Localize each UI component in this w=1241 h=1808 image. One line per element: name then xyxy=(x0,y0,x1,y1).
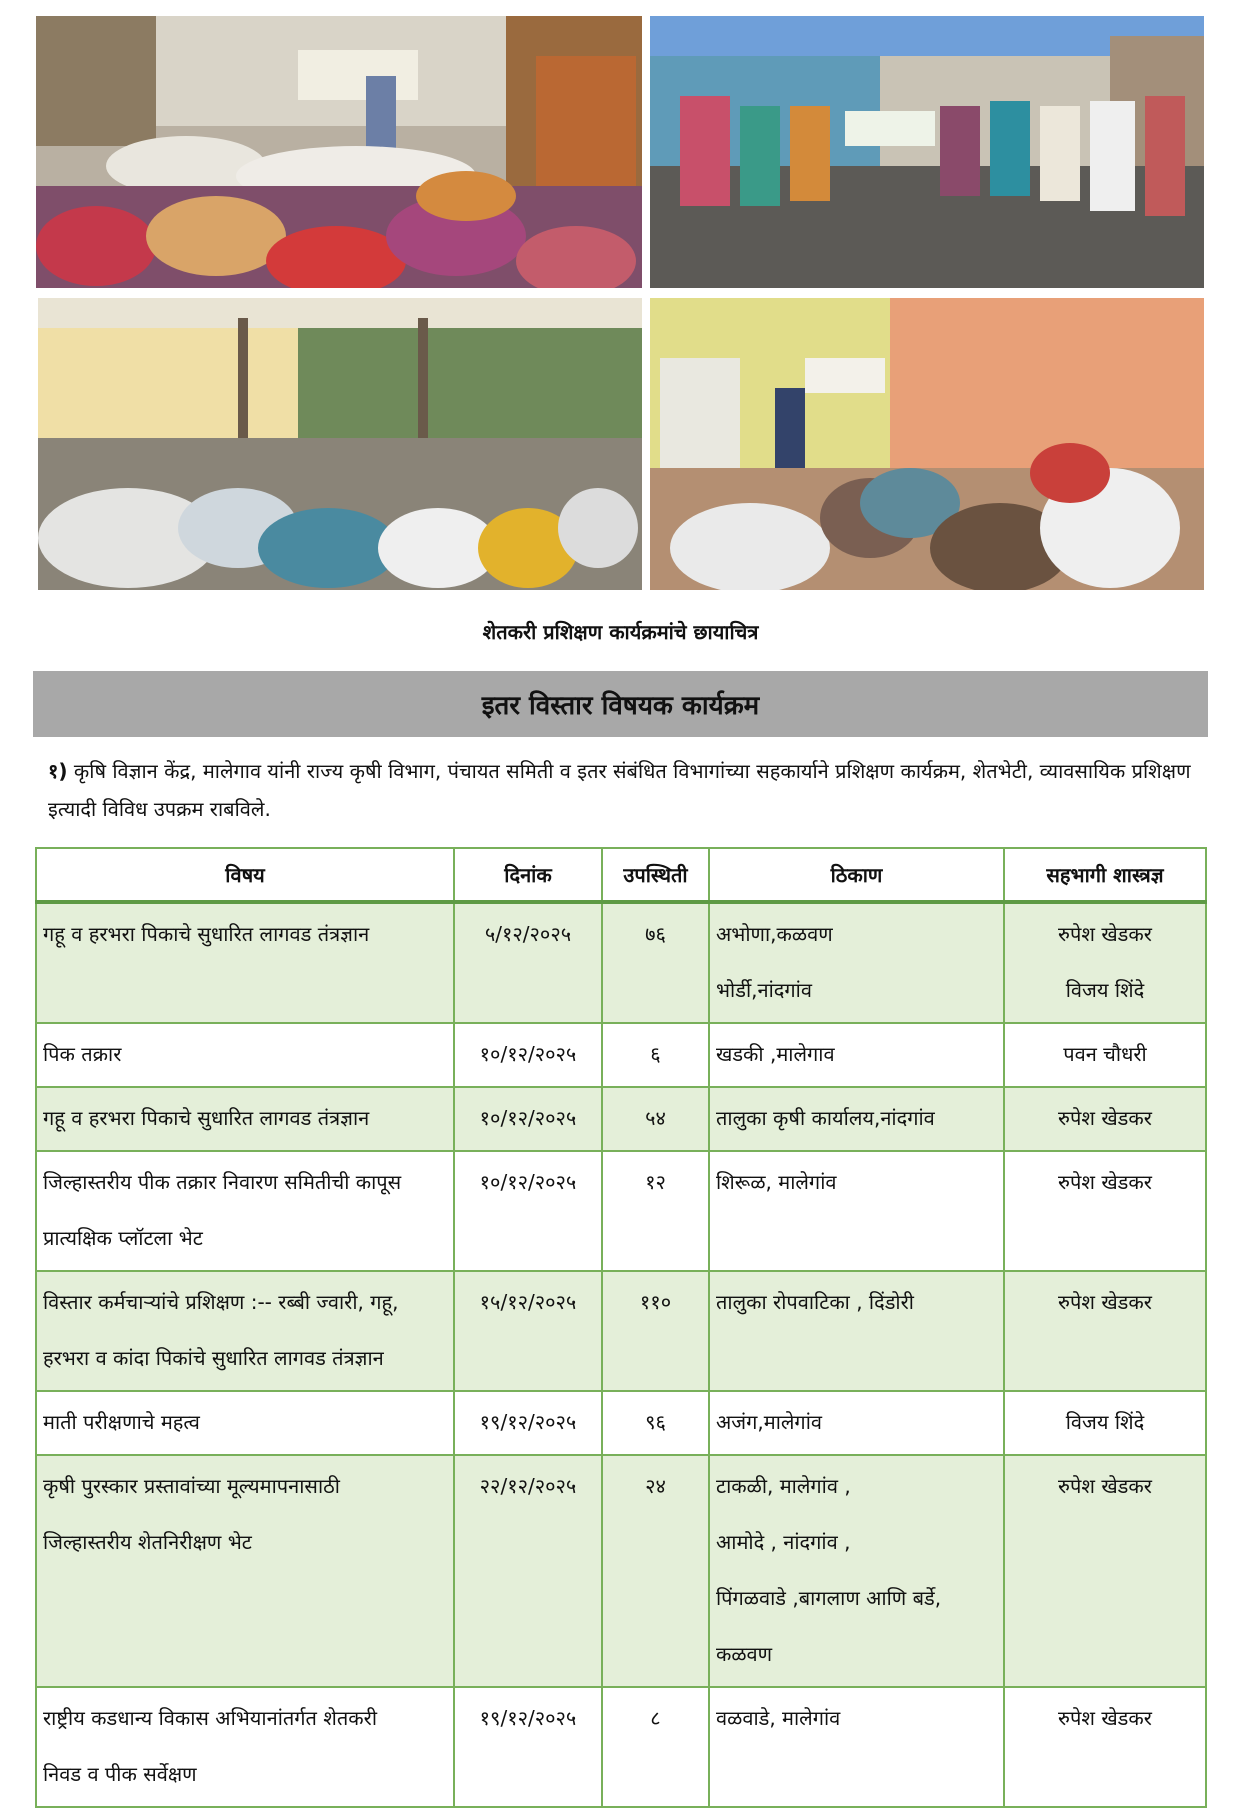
header-subject: विषय xyxy=(36,848,454,902)
cell-attendance-value: २४ xyxy=(645,1474,666,1498)
cell-subject-line: जिल्हास्तरीय पीक तक्रार निवारण समितीची कापूस xyxy=(43,1170,402,1194)
cell-attendance xyxy=(602,1687,709,1807)
cell-subject-line: गहू व हरभरा पिकाचे सुधारित लागवड तंत्रज्ञान xyxy=(43,1106,370,1130)
cell-place-line: शिरूळ, मालेगांव xyxy=(716,1170,837,1194)
cell-place xyxy=(709,1687,1004,1807)
cell-subject xyxy=(36,902,454,1023)
training-photo-1 xyxy=(36,16,642,288)
cell-place xyxy=(709,1087,1004,1151)
cell-date-value: १९/१२/२०२५ xyxy=(479,1410,577,1434)
cell-subject-line: हरभरा व कांदा पिकांचे सुधारित लागवड तंत्रज्ञान xyxy=(43,1346,384,1370)
cell-date xyxy=(454,1271,602,1391)
cell-subject xyxy=(36,1023,454,1087)
cell-attendance-value: ९६ xyxy=(645,1410,666,1434)
cell-date xyxy=(454,1455,602,1687)
cell-place-line: अजंग,मालेगांव xyxy=(716,1410,822,1434)
cell-scientist-line: रुपेश खेडकर xyxy=(1058,1170,1152,1194)
training-photo-2 xyxy=(650,16,1204,288)
cell-attendance-value: ६ xyxy=(650,1042,661,1066)
cell-date xyxy=(454,1023,602,1087)
cell-place xyxy=(709,1455,1004,1687)
cell-scientist xyxy=(1004,1023,1206,1087)
cell-date-value: १०/१२/२०२५ xyxy=(479,1170,577,1194)
cell-place-line: तालुका कृषी कार्यालय,नांदगांव xyxy=(716,1106,935,1130)
events-table xyxy=(35,847,1207,1808)
training-photo-4 xyxy=(650,298,1204,590)
cell-subject-line: माती परीक्षणाचे महत्व xyxy=(43,1410,200,1434)
cell-date-value: १०/१२/२०२५ xyxy=(479,1106,577,1130)
photo-collage xyxy=(36,16,1204,592)
cell-subject-line: प्रात्यक्षिक प्लॉटला भेट xyxy=(43,1226,203,1250)
cell-subject-line: गहू व हरभरा पिकाचे सुधारित लागवड तंत्रज्ञान xyxy=(43,922,370,946)
cell-place-line: अभोणा,कळवण xyxy=(716,922,833,946)
cell-attendance xyxy=(602,1087,709,1151)
cell-scientist-line: विजय शिंदे xyxy=(1065,978,1145,1002)
cell-attendance-value: ११० xyxy=(639,1290,672,1314)
training-photo-3 xyxy=(38,298,642,590)
cell-place-line: भोर्डी,नांदगांव xyxy=(716,978,812,1002)
cell-scientist xyxy=(1004,1087,1206,1151)
cell-subject-line: जिल्हास्तरीय शेतनिरीक्षण भेट xyxy=(43,1530,252,1554)
table-row xyxy=(36,1271,1206,1391)
table-row xyxy=(36,1687,1206,1807)
cell-date xyxy=(454,1391,602,1455)
photo-caption: शेतकरी प्रशिक्षण कार्यक्रमांचे छायाचित्र xyxy=(482,620,759,644)
cell-subject xyxy=(36,1271,454,1391)
header-date: दिनांक xyxy=(454,848,602,902)
cell-place xyxy=(709,1271,1004,1391)
cell-subject xyxy=(36,1151,454,1271)
cell-attendance-value: ७६ xyxy=(645,922,666,946)
cell-attendance-value: १२ xyxy=(645,1170,666,1194)
cell-attendance xyxy=(602,1271,709,1391)
cell-attendance xyxy=(602,1455,709,1687)
cell-scientist xyxy=(1004,1455,1206,1687)
cell-subject-line: पिक तक्रार xyxy=(43,1042,122,1066)
cell-attendance xyxy=(602,1151,709,1271)
cell-place-line: कळवण xyxy=(716,1642,773,1666)
cell-place-line: टाकळी, मालेगांव , xyxy=(716,1474,851,1498)
cell-date-value: २२/१२/२०२५ xyxy=(479,1474,577,1498)
cell-subject-line: निवड व पीक सर्वेक्षण xyxy=(43,1762,197,1786)
cell-scientist xyxy=(1004,1687,1206,1807)
table-row xyxy=(36,1087,1206,1151)
cell-scientist-line: रुपेश खेडकर xyxy=(1058,1474,1152,1498)
cell-scientist xyxy=(1004,902,1206,1023)
cell-scientist xyxy=(1004,1151,1206,1271)
cell-place-line: खडकी ,मालेगाव xyxy=(716,1042,835,1066)
cell-subject xyxy=(36,1687,454,1807)
cell-date xyxy=(454,1087,602,1151)
cell-attendance xyxy=(602,902,709,1023)
header-scientist: सहभागी शास्त्रज्ञ xyxy=(1004,848,1206,902)
cell-place-line: आमोदे , नांदगांव , xyxy=(716,1530,851,1554)
cell-date xyxy=(454,902,602,1023)
cell-place xyxy=(709,1151,1004,1271)
cell-place-line: वळवाडे, मालेगांव xyxy=(716,1706,841,1730)
header-place: ठिकाण xyxy=(709,848,1004,902)
cell-date-value: १९/१२/२०२५ xyxy=(479,1706,577,1730)
cell-date-value: ५/१२/२०२५ xyxy=(484,922,572,946)
table-row xyxy=(36,1023,1206,1087)
intro-text: कृषि विज्ञान केंद्र, मालेगाव यांनी राज्य कृषी विभाग, पंचायत समिती व इतर संबंधित विभागांच्या सहकार्याने प्रशिक्षण कार्यक्रम, शेतभेटी, व्यावसायिक प्रशिक्षण इत्यादी विविध उपक्रम राबविले. xyxy=(48,759,1191,821)
cell-date-value: १०/१२/२०२५ xyxy=(479,1042,577,1066)
cell-place xyxy=(709,1391,1004,1455)
cell-attendance-value: ८ xyxy=(650,1706,661,1730)
cell-attendance-value: ५४ xyxy=(645,1106,666,1130)
section-title: इतर विस्तार विषयक कार्यक्रम xyxy=(33,671,1208,737)
cell-scientist-line: विजय शिंदे xyxy=(1065,1410,1145,1434)
table-header-row xyxy=(36,848,1206,902)
intro-paragraph xyxy=(48,752,1198,828)
cell-date xyxy=(454,1151,602,1271)
table-row xyxy=(36,1455,1206,1687)
cell-scientist xyxy=(1004,1271,1206,1391)
table-row xyxy=(36,1391,1206,1455)
cell-scientist-line: पवन चौधरी xyxy=(1063,1042,1147,1066)
cell-subject-line: कृषी पुरस्कार प्रस्तावांच्या मूल्यमापनासाठी xyxy=(43,1474,340,1498)
table-row xyxy=(36,902,1206,1023)
cell-attendance xyxy=(602,1023,709,1087)
header-attendance: उपस्थिती xyxy=(602,848,709,902)
cell-subject-line: विस्तार कर्मचाऱ्यांचे प्रशिक्षण :-- रब्बी ज्वारी, गहू, xyxy=(43,1290,399,1314)
table-row xyxy=(36,1151,1206,1271)
cell-place-line: तालुका रोपवाटिका , दिंडोरी xyxy=(716,1290,914,1314)
cell-scientist-line: रुपेश खेडकर xyxy=(1058,922,1152,946)
cell-scientist-line: रुपेश खेडकर xyxy=(1058,1706,1152,1730)
cell-date xyxy=(454,1687,602,1807)
cell-subject xyxy=(36,1455,454,1687)
cell-place xyxy=(709,1023,1004,1087)
cell-subject xyxy=(36,1087,454,1151)
cell-place xyxy=(709,902,1004,1023)
cell-subject-line: राष्ट्रीय कडधान्य विकास अभियानांतर्गत शेतकरी xyxy=(43,1706,378,1730)
intro-number: १) xyxy=(48,759,68,783)
cell-attendance xyxy=(602,1391,709,1455)
cell-scientist-line: रुपेश खेडकर xyxy=(1058,1290,1152,1314)
cell-scientist-line: रुपेश खेडकर xyxy=(1058,1106,1152,1130)
cell-place-line: पिंगळवाडे ,बागलाण आणि बर्डे, xyxy=(716,1586,942,1610)
cell-date-value: १५/१२/२०२५ xyxy=(479,1290,577,1314)
cell-subject xyxy=(36,1391,454,1455)
cell-scientist xyxy=(1004,1391,1206,1455)
